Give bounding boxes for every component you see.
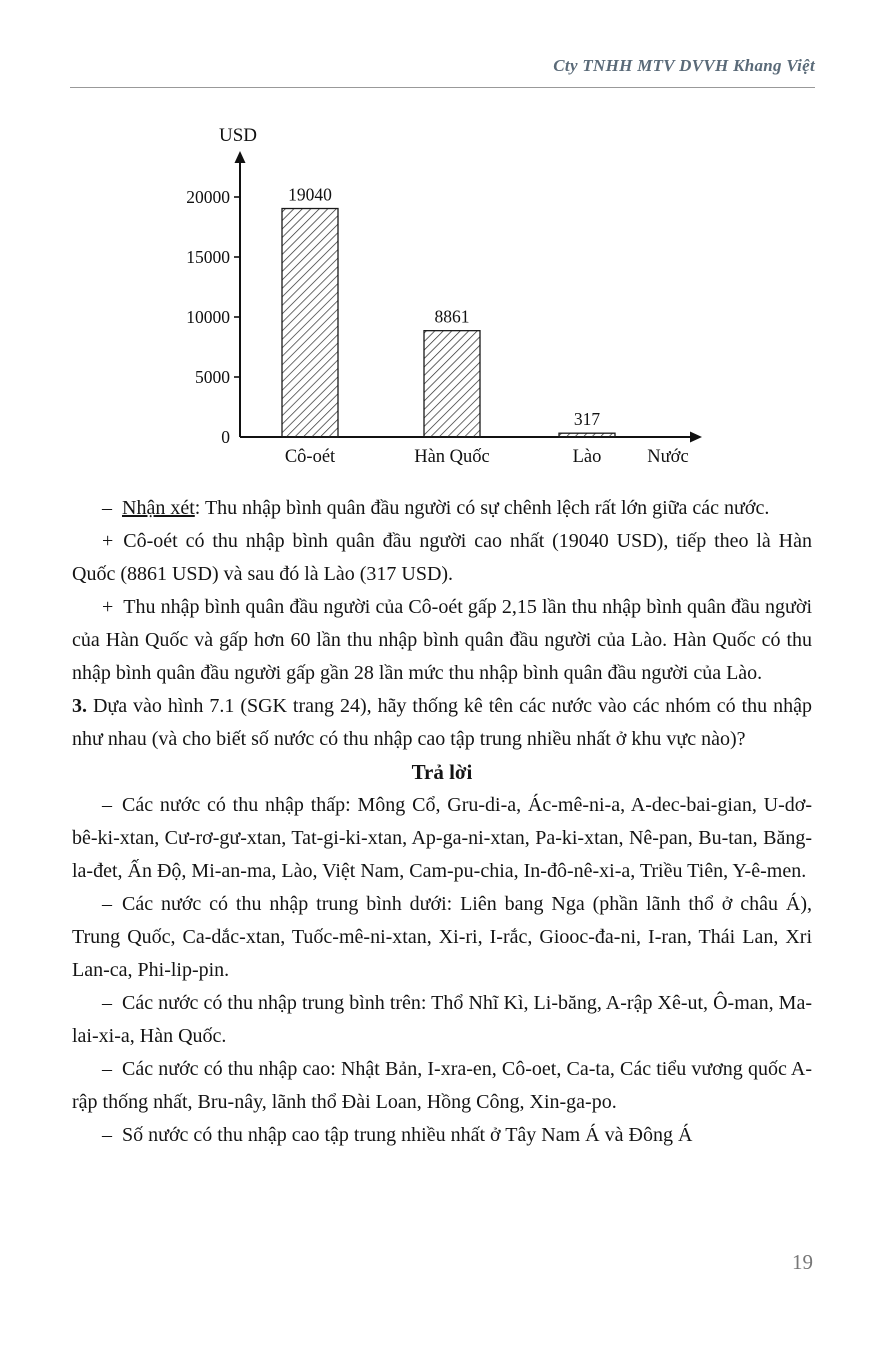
question-3-paragraph [72,690,812,756]
bar-value-label: 8861 [434,306,470,327]
remark-paragraph [72,492,812,525]
text-segment: 3. [72,695,93,717]
bar-category-label: Lào [572,447,602,467]
text-segment: – Số nước có thu nhập cao tập trung nhiều nhất ở Tây Nam Á và Đông Á [102,1124,693,1146]
bar [282,209,338,437]
text-segment: : Thu nhập bình quân đầu người có sự chênh lệch rất lớn giữa các nước. [194,497,770,519]
text-segment: – Các nước có thu nhập trung bình trên: Thổ Nhĩ Kì, Li-băng, A-rập Xê-ut, Ô-man, Ma-lai-xi-a, Hàn Quốc. [72,992,812,1047]
conclusion-paragraph [72,1119,812,1152]
text-segment: Nhận xét [122,497,195,519]
bar-category-label: Cô-oét [284,447,336,467]
answer-heading [72,756,812,789]
page-number: 19 [792,1250,813,1274]
header-company: Cty TNHH MTV DVVH Khang Việt [553,56,815,75]
header-rule [70,87,815,88]
y-tick-label: 5000 [195,367,230,387]
bar-value-label: 19040 [288,184,332,205]
income-bar-chart [165,125,725,477]
x-axis-arrow-icon [690,432,702,443]
bar [424,331,480,437]
high-income-paragraph [72,1053,812,1119]
y-tick-label: 20000 [186,187,230,207]
y-tick-label: 0 [221,427,230,447]
bar [559,433,615,437]
text-segment: Dựa vào hình 7.1 (SGK trang 24), hãy thống kê tên các nước vào các nhóm có thu nhập như nhau (và cho biết số nước có thu nhập cao tập trung nhiều nhất ở khu vực nào)? [72,695,813,750]
x-axis-title: Nước [647,447,689,467]
text-segment: + Thu nhập bình quân đầu người của Cô-oét gấp 2,15 lần thu nhập bình quân đầu người của Hàn Quốc và gấp hơn 60 lần thu nhập bình quân đầu người của Lào. Hàn Quốc có thu nhập bình quân đầu người gấp gần 28 lần mức thu nhập bình quân đầu người của Lào. [72,596,812,684]
upper-middle-income-paragraph [72,987,812,1053]
text-segment: Trả lời [411,760,473,784]
text-segment: + Cô-oét có thu nhập bình quân đầu người cao nhất (19040 USD), tiếp theo là Hàn Quốc (8861 USD) và sau đó là Lào (317 USD). [72,530,812,585]
low-income-paragraph [72,789,812,888]
point-paragraph-1 [72,525,812,591]
lower-middle-income-paragraph [72,888,812,987]
text-segment: – Các nước có thu nhập thấp: Mông Cổ, Gru-di-a, Ác-mê-ni-a, A-dec-bai-gian, U-dơ-bê-ki-xtan, Cư-rơ-gư-xtan, Tat-gi-ki-xtan, Ap-ga-ni-xtan, Pa-ki-xtan, Nê-pan, Bu-tan, Băng-la-đet, Ấn Độ, Mi-an-ma, Lào, Việt Nam, Cam-pu-chia, In-đô-nê-xi-a, Triều Tiên, Y-ê-men. [72,794,812,882]
body-text [72,492,812,1152]
y-axis-title: USD [218,125,258,146]
text-segment: – [102,497,122,519]
point-paragraph-2 [72,591,812,690]
chart-container [165,125,725,477]
y-tick-label: 15000 [186,247,230,267]
y-tick-label: 10000 [186,307,230,327]
bar-value-label: 317 [573,409,601,430]
y-axis-arrow-icon [235,151,246,163]
bar-category-label: Hàn Quốc [414,447,490,467]
text-segment: – Các nước có thu nhập trung bình dưới: Liên bang Nga (phần lãnh thổ ở châu Á), Trung Quốc, Ca-dắc-xtan, Tuốc-mê-ni-xtan, Xi-ri, I-rắc, Giooc-đa-ni, I-ran, Thái Lan, Xri Lan-ca, Phi-lip-pin. [72,893,812,981]
text-segment: – Các nước có thu nhập cao: Nhật Bản, I-xra-en, Cô-oet, Ca-ta, Các tiểu vương quốc A-rập thống nhất, Bru-nây, lãnh thổ Đài Loan, Hồng Công, Xin-ga-po. [72,1058,812,1113]
